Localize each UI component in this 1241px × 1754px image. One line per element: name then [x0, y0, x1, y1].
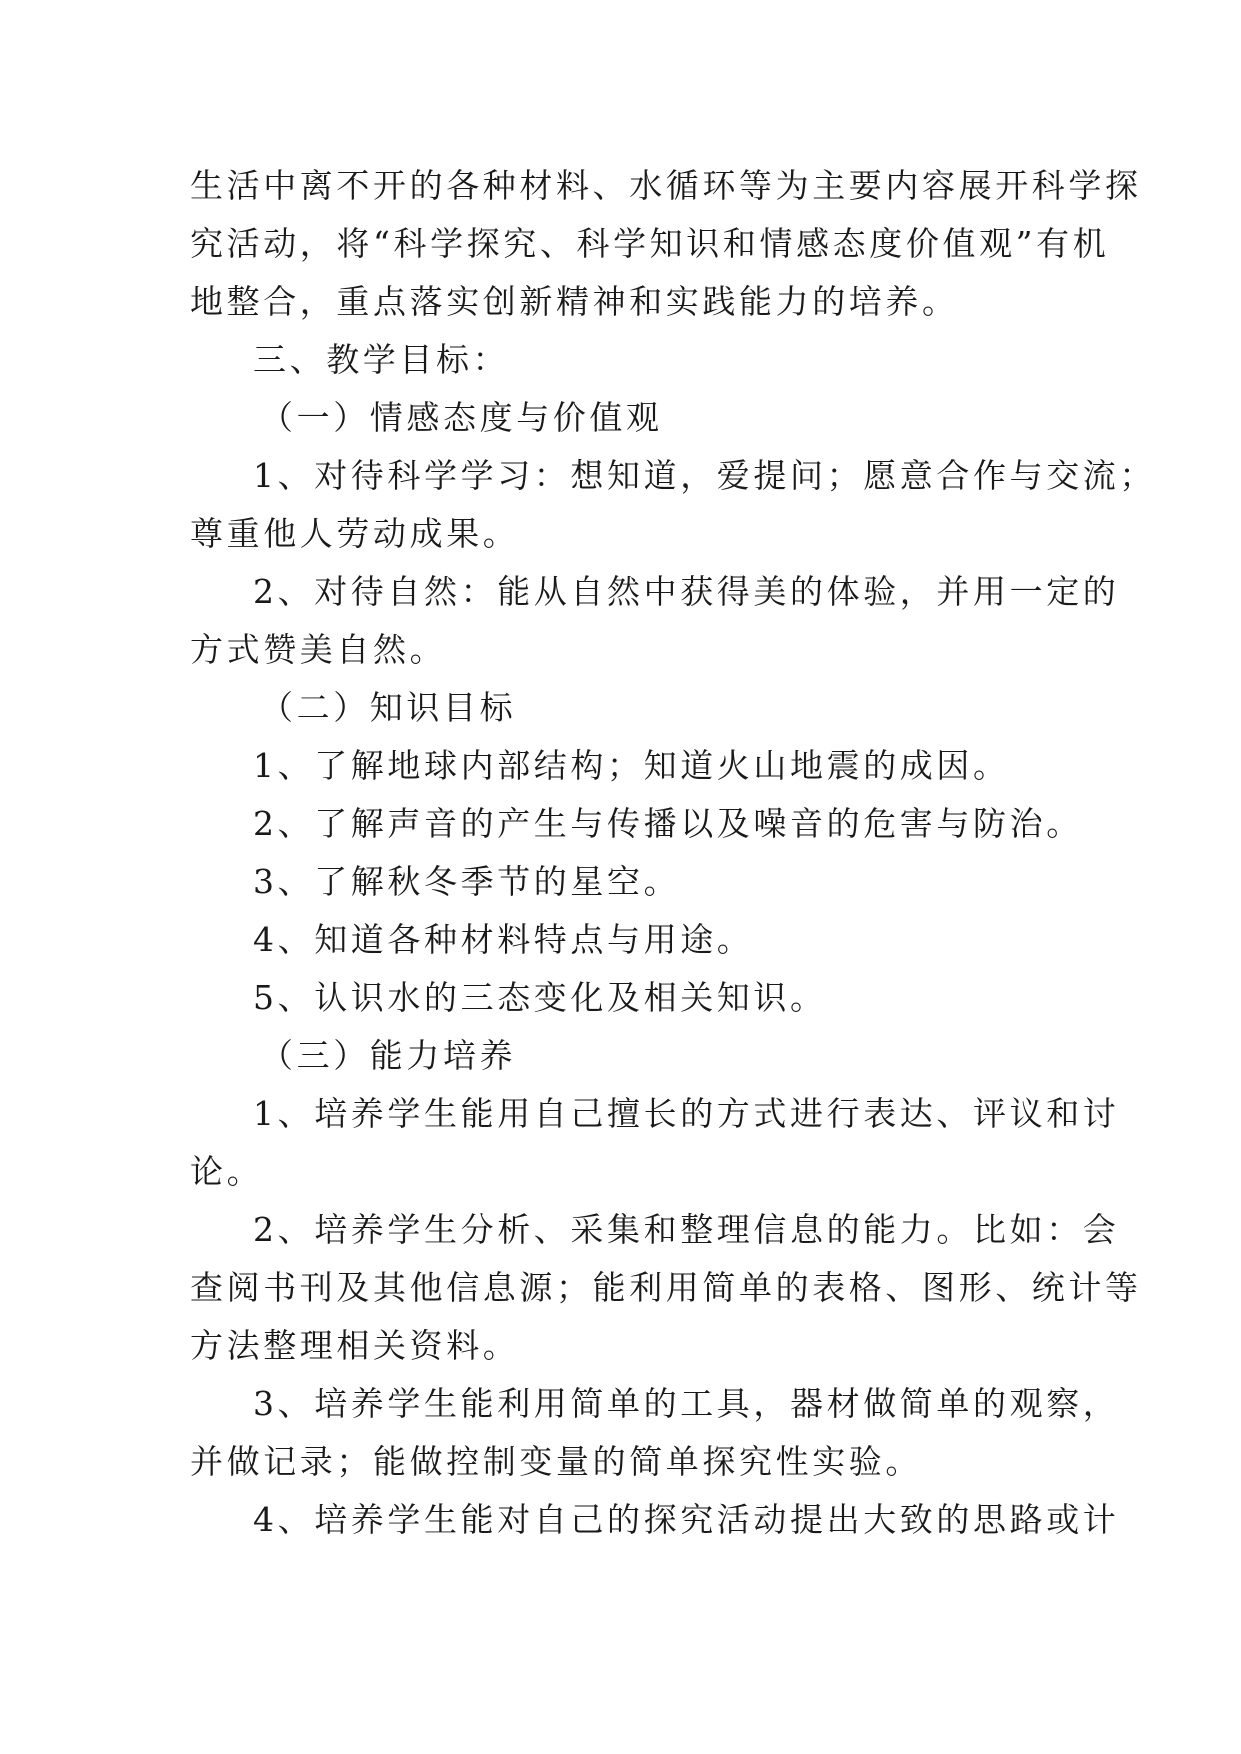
subsection-heading: （二）知识目标 — [260, 688, 517, 727]
list-item: 1、了解地球内部结构；知道火山地震的成因。 — [253, 746, 1010, 785]
list-item: 3、培养学生能利用简单的工具，器材做简单的观察， — [253, 1384, 1120, 1423]
list-item-continuation: 方法整理相关资料。 — [190, 1326, 520, 1365]
paragraph-line: 生活中离不开的各种材料、水循环等为主要内容展开科学探 — [190, 166, 1142, 205]
list-item: 4、知道各种材料特点与用途。 — [253, 920, 754, 959]
list-item: 5、认识水的三态变化及相关知识。 — [253, 978, 827, 1017]
list-item: 4、培养学生能对自己的探究活动提出大致的思路或计 — [253, 1500, 1120, 1539]
list-item-continuation: 查阅书刊及其他信息源；能利用简单的表格、图形、统计等 — [190, 1268, 1142, 1307]
subsection-heading: （三）能力培养 — [260, 1036, 517, 1075]
list-item: 2、了解声音的产生与传播以及噪音的危害与防治。 — [253, 804, 1083, 843]
list-item-continuation: 并做记录；能做控制变量的简单探究性实验。 — [190, 1442, 922, 1481]
list-item: 2、对待自然：能从自然中获得美的体验，并用一定的 — [253, 572, 1120, 611]
list-item-continuation: 论。 — [190, 1152, 264, 1191]
list-item: 3、了解秋冬季节的星空。 — [253, 862, 681, 901]
paragraph-line: 究活动，将“科学探究、科学知识和情感态度价值观”有机 — [190, 224, 1110, 263]
list-item-continuation: 尊重他人劳动成果。 — [190, 514, 520, 553]
paragraph-line: 地整合，重点落实创新精神和实践能力的培养。 — [190, 282, 959, 321]
list-item: 2、培养学生分析、采集和整理信息的能力。比如：会 — [253, 1210, 1120, 1249]
list-item: 1、对待科学学习：想知道，爱提问；愿意合作与交流； — [253, 456, 1156, 495]
section-heading: 三、教学目标： — [253, 340, 510, 379]
list-item: 1、培养学生能用自己擅长的方式进行表达、评议和讨 — [253, 1094, 1120, 1133]
list-item-continuation: 方式赞美自然。 — [190, 630, 447, 669]
subsection-heading: （一）情感态度与价值观 — [260, 398, 663, 437]
